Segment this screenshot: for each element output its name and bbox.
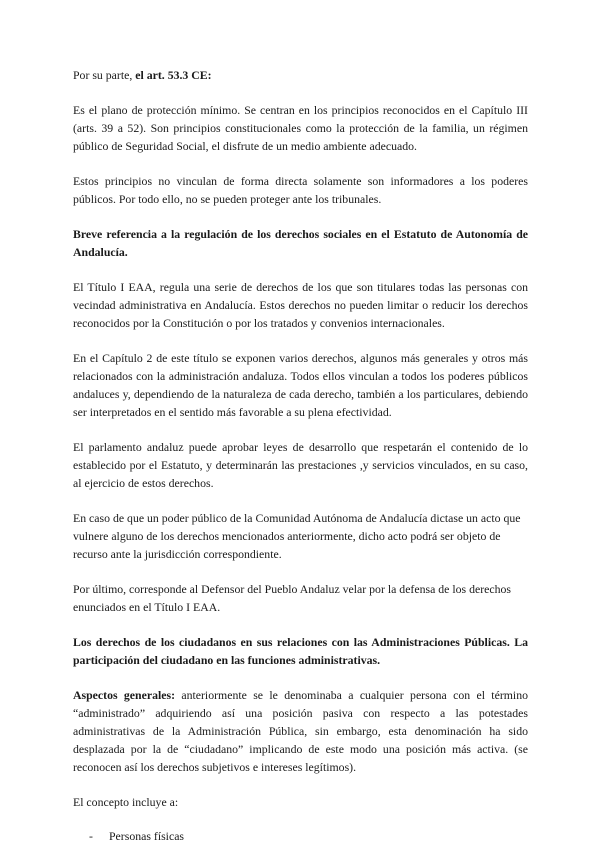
list-item-text: Personas físicas [109, 829, 185, 843]
paragraph-concepto: El concepto incluye a: [73, 795, 179, 809]
list-item [73, 827, 528, 845]
paragraph-titulo-i: El Título I EAA, regula una serie de derechos de los que son titulares todas las personas con vecindad administrativa en Andalucía. Estos derechos no pueden limitar o reducir los derechos reconocidos por la Constitución o por los tratados y convenios internacionales. [73, 280, 528, 330]
section-heading-estatuto: Breve referencia a la regulación de los derechos sociales en el Estatuto de Autonomía de Andalucía. [73, 227, 528, 259]
paragraph-parlamento: El parlamento andaluz puede aprobar leyes de desarrollo que respetarán el contenido de lo establecido por el Estatuto, y determinarán las prestaciones ,y servicios vinculados, en su caso, al ejercicio de estos derechos. [73, 440, 528, 490]
paragraph-recurso: En caso de que un poder público de la Comunidad Autónoma de Andalucía dictase un acto que vulnere alguno de los derechos mencionados anteriormente, dicho acto podrá ser objeto de recurso ante la jurisdicción correspondiente. [73, 511, 521, 561]
document-page [73, 66, 528, 845]
intro-prefix: Por su parte, [73, 68, 136, 82]
paragraph-aspectos-generales [73, 686, 528, 776]
aspectos-generales-label: Aspectos generales: [73, 688, 176, 702]
aspectos-generales-text: anteriormente se le denominaba a cualquier persona con el término “administrado” adquiriendo así una posición pasiva con respecto a las potestades administrativas de la Administración Pública, sin embargo, esta denominación ha sido desplazada por la de “ciudadano” implicando de este modo una posición más activa. (se reconocen así los derechos subjetivos e intereses legítimos). [73, 688, 529, 774]
section-heading-ciudadanos: Los derechos de los ciudadanos en sus relaciones con las Administraciones Públicas. La participación del ciudadano en las funciones administrativas. [73, 635, 528, 667]
paragraph-proteccion-minima: Es el plano de protección mínimo. Se centran en los principios reconocidos en el Capítulo III (arts. 39 a 52). Son principios constitucionales como la protección de la familia, un régimen público de Seguridad Social, el disfrute de un medio ambiente adecuado. [73, 103, 528, 153]
intro-paragraph [73, 66, 528, 84]
intro-article: el art. 53.3 CE: [135, 68, 212, 82]
paragraph-defensor: Por último, corresponde al Defensor del Pueblo Andaluz velar por la defensa de los derechos enunciados en el Título I EAA. [73, 582, 511, 614]
paragraph-capitulo-2: En el Capítulo 2 de este título se exponen varios derechos, algunos más generales y otros más relacionados con la administración andaluza. Todos ellos vinculan a todos los poderes públicos andaluces y, dependiendo de la naturaleza de cada derecho, también a los particulares, debiendo ser interpretados en el sentido más favorable a su plena efectividad. [73, 351, 528, 419]
paragraph-principios-informadores: Estos principios no vinculan de forma directa solamente son informadores a los poderes públicos. Por todo ello, no se pueden proteger ante los tribunales. [73, 174, 528, 206]
list-dash: - [89, 829, 93, 843]
